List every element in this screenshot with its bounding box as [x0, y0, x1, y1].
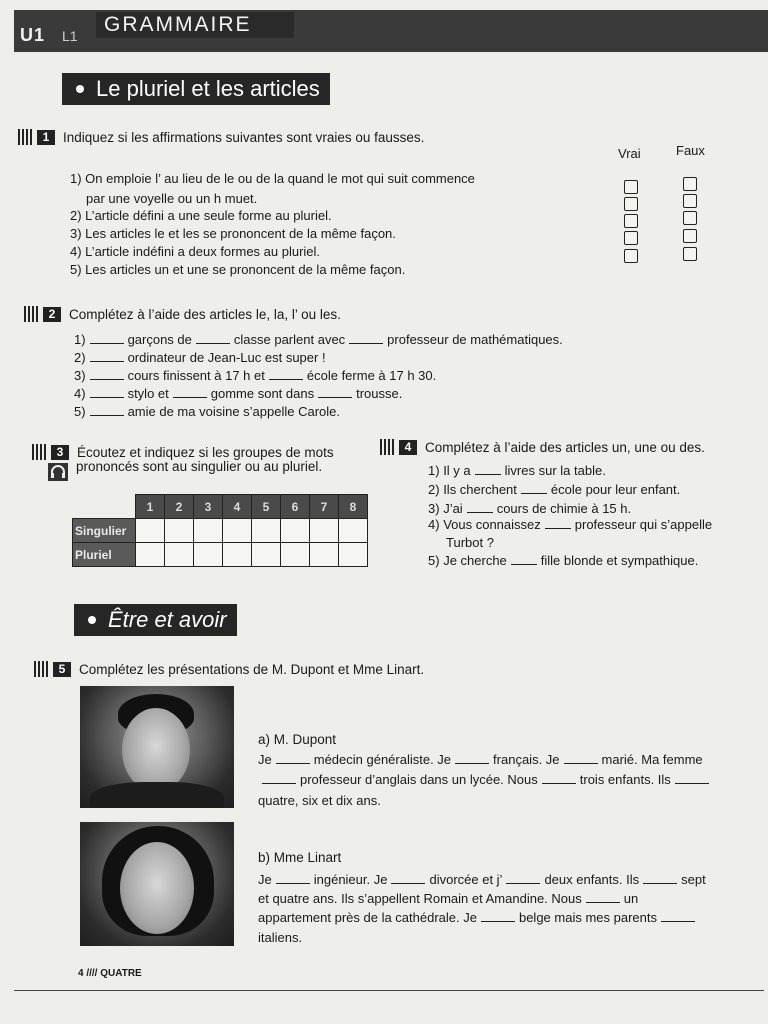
exercise-bars-icon: [380, 439, 396, 455]
ex2-item-4: 4) stylo et gomme sont dans trousse.: [74, 386, 403, 401]
unit-tag: U1: [20, 25, 46, 45]
footer-divider: [14, 990, 764, 991]
grid-cell[interactable]: [310, 519, 339, 543]
grid-cell[interactable]: [310, 543, 339, 567]
grid-cell[interactable]: [194, 519, 223, 543]
grid-col-header: 6: [281, 495, 310, 519]
ex1-item: 5) Les articles un et une se prononcent de la même façon.: [70, 262, 406, 277]
ex2-item-1: 1) garçons de classe parlent avec professeur de mathématiques.: [74, 332, 563, 347]
section-banner-pluriel: [62, 73, 330, 105]
answer-blank[interactable]: [196, 333, 230, 344]
answer-blank[interactable]: [391, 873, 425, 884]
answer-blank[interactable]: [173, 387, 207, 398]
ex1-item: 4) L’article indéfini a deux formes au pluriel.: [70, 244, 321, 259]
singular-plural-grid: [72, 494, 368, 567]
exercise-number: 1: [37, 130, 55, 145]
exercise-5-label: [34, 660, 424, 678]
dupont-line-2: professeur d’anglais dans un lycée. Nous trois enfants. Ils: [258, 772, 713, 787]
exercise-instruction: Indiquez si les affirmations suivantes sont vraies ou fausses.: [63, 129, 425, 145]
answer-blank[interactable]: [542, 773, 576, 784]
dupont-heading: a) M. Dupont: [258, 732, 337, 747]
grid-row-singulier: Singulier: [73, 519, 136, 543]
grid-cell[interactable]: [339, 519, 368, 543]
bullet-icon: [76, 85, 84, 93]
ex4-item-5: 5) Je cherche fille blonde et sympathique.: [428, 553, 699, 568]
linart-heading: b) Mme Linart: [258, 850, 342, 865]
answer-blank[interactable]: [475, 464, 501, 475]
linart-line-3: appartement près de la cathédrale. Je belge mais mes parents: [258, 910, 699, 925]
headphones-icon: [48, 463, 68, 481]
page-number: 4 //// QUATRE: [78, 968, 142, 979]
photo-m-dupont: [80, 686, 234, 808]
lesson-tag: L1: [62, 28, 78, 44]
exercise-bars-icon: [32, 444, 48, 460]
ex1-item: 3) Les articles le et les se prononcent de la même façon.: [70, 226, 396, 241]
answer-blank[interactable]: [276, 873, 310, 884]
checkbox-faux-3[interactable]: [683, 211, 697, 225]
grid-cell[interactable]: [252, 543, 281, 567]
checkbox-faux-4[interactable]: [683, 229, 697, 243]
answer-blank[interactable]: [269, 369, 303, 380]
answer-blank[interactable]: [506, 873, 540, 884]
grid-col-header: 2: [165, 495, 194, 519]
ex1-item: 1) On emploie l’ au lieu de le ou de la quand le mot qui suit commence: [70, 171, 475, 186]
exercise-2-label: [24, 305, 341, 323]
exercise-instruction: Complétez à l’aide des articles un, une ou des.: [425, 439, 705, 455]
exercise-bars-icon: [18, 129, 34, 145]
answer-blank[interactable]: [276, 753, 310, 764]
page-title: GRAMMAIRE: [96, 12, 294, 38]
column-header-vrai: Vrai: [618, 146, 641, 161]
checkbox-vrai-2[interactable]: [624, 197, 638, 211]
answer-blank[interactable]: [262, 773, 296, 784]
exercise-1-label: [18, 128, 424, 146]
grid-cell[interactable]: [223, 543, 252, 567]
linart-line-4: italiens.: [258, 930, 303, 945]
grid-col-header: 1: [136, 495, 165, 519]
linart-line-1: Je ingénieur. Je divorcée et j’ deux enfants. Ils sept: [258, 872, 706, 887]
ex4-item-2: 2) Ils cherchent école pour leur enfant.: [428, 482, 681, 497]
grid-cell[interactable]: [136, 519, 165, 543]
answer-blank[interactable]: [564, 753, 598, 764]
answer-blank[interactable]: [90, 387, 124, 398]
answer-blank[interactable]: [90, 405, 124, 416]
linart-line-2: et quatre ans. Ils s’appellent Romain et Amandine. Nous un: [258, 891, 639, 906]
answer-blank[interactable]: [511, 554, 537, 565]
ex1-item: 2) L’article défini a une seule forme au pluriel.: [70, 208, 332, 223]
checkbox-vrai-1[interactable]: [624, 180, 638, 194]
ex2-item-5: 5) amie de ma voisine s’appelle Carole.: [74, 404, 341, 419]
ex2-item-3: 3) cours finissent à 17 h et école ferme à 17 h 30.: [74, 368, 437, 383]
grid-cell[interactable]: [281, 543, 310, 567]
answer-blank[interactable]: [90, 351, 124, 362]
answer-blank[interactable]: [467, 502, 493, 513]
exercise-number: 2: [43, 307, 61, 322]
section-title: Le pluriel et les articles: [96, 76, 320, 101]
answer-blank[interactable]: [349, 333, 383, 344]
answer-blank[interactable]: [481, 911, 515, 922]
exercise-instruction: Écoutez et indiquez si les groupes de mots: [77, 444, 334, 460]
exercise-instruction: Complétez les présentations de M. Dupont et Mme Linart.: [79, 661, 425, 677]
exercise-number: 5: [53, 662, 71, 677]
exercise-instruction-cont: prononcés sont au singulier ou au pluriel.: [76, 459, 323, 474]
ex4-item-4-cont: Turbot ?: [446, 535, 494, 550]
checkbox-vrai-3[interactable]: [624, 214, 638, 228]
section-title: Être et avoir: [108, 607, 227, 632]
exercise-bars-icon: [34, 661, 50, 677]
ex4-item-3: 3) J’ai cours de chimie à 15 h.: [428, 501, 632, 516]
grid-col-header: 8: [339, 495, 368, 519]
answer-blank[interactable]: [90, 369, 124, 380]
grid-col-header: 5: [252, 495, 281, 519]
answer-blank[interactable]: [318, 387, 352, 398]
ex4-item-4: 4) Vous connaissez professeur qui s’appelle: [428, 517, 713, 532]
section-banner-etre-avoir: [74, 604, 237, 636]
answer-blank[interactable]: [675, 773, 709, 784]
grid-row-pluriel: Pluriel: [73, 543, 136, 567]
grid-cell[interactable]: [194, 543, 223, 567]
grid-col-header: 3: [194, 495, 223, 519]
answer-blank[interactable]: [545, 518, 571, 529]
grid-cell[interactable]: [281, 519, 310, 543]
ex4-item-1: 1) Il y a livres sur la table.: [428, 463, 606, 478]
grid-cell[interactable]: [223, 519, 252, 543]
grid-cell[interactable]: [165, 543, 194, 567]
answer-blank[interactable]: [586, 892, 620, 903]
ex1-item: par une voyelle ou un h muet.: [86, 191, 258, 206]
checkbox-faux-2[interactable]: [683, 194, 697, 208]
checkbox-faux-5[interactable]: [683, 247, 697, 261]
grid-cell[interactable]: [339, 543, 368, 567]
grid-cell[interactable]: [165, 519, 194, 543]
column-header-faux: Faux: [676, 143, 705, 158]
answer-blank[interactable]: [90, 333, 124, 344]
answer-blank[interactable]: [521, 483, 547, 494]
photo-mme-linart: [80, 822, 234, 946]
checkbox-faux-1[interactable]: [683, 177, 697, 191]
ex2-item-2: 2) ordinateur de Jean-Luc est super !: [74, 350, 326, 365]
dupont-line-1: Je médecin généraliste. Je français. Je marié. Ma femme: [258, 752, 703, 767]
exercise-4-label: [380, 438, 705, 456]
dupont-line-3: quatre, six et dix ans.: [258, 793, 381, 808]
exercise-number: 3: [51, 445, 69, 460]
checkbox-vrai-5[interactable]: [624, 249, 638, 263]
answer-blank[interactable]: [643, 873, 677, 884]
checkbox-vrai-4[interactable]: [624, 231, 638, 245]
grid-col-header: 4: [223, 495, 252, 519]
exercise-instruction: Complétez à l’aide des articles le, la, l’ ou les.: [69, 306, 341, 322]
bullet-icon: [88, 616, 96, 624]
grid-col-header: 7: [310, 495, 339, 519]
exercise-bars-icon: [24, 306, 40, 322]
grid-cell[interactable]: [252, 519, 281, 543]
answer-blank[interactable]: [455, 753, 489, 764]
exercise-number: 4: [399, 440, 417, 455]
answer-blank[interactable]: [661, 911, 695, 922]
grid-cell[interactable]: [136, 543, 165, 567]
